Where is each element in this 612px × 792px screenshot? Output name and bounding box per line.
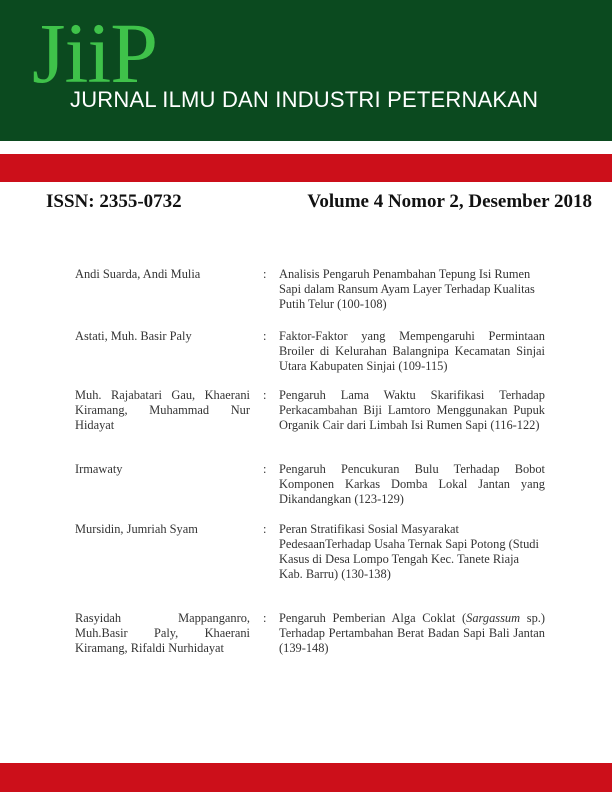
red-banner <box>0 154 612 182</box>
journal-name: JURNAL ILMU DAN INDUSTRI PETERNAKAN <box>70 87 539 112</box>
entry-colon: : <box>263 611 267 625</box>
entry-authors: Andi Suarda, Andi Mulia <box>75 267 201 281</box>
entry-authors: Rasyidah Mappanganro, Muh.Basir Paly, Khaerani Kiramang, Rifaldi Nurhidayat <box>75 611 250 655</box>
entry-colon: : <box>263 522 267 536</box>
entry-colon: : <box>263 388 267 402</box>
entry-title: Faktor-Faktor yang Mempengaruhi Permintaan Broiler di Kelurahan Balangnipa Kecamatan Sinjai Utara Kabupaten Sinjai (109-115) <box>279 329 545 373</box>
title-species: Sargassum <box>466 611 521 625</box>
journal-header <box>0 0 612 141</box>
entry-title: Analisis Pengaruh Penambahan Tepung Isi Rumen Sapi dalam Ransum Ayam Layer Terhadap Kualitas Putih Telur (100-108) <box>279 267 535 311</box>
volume-label: Volume 4 Nomor 2, Desember 2018 <box>307 191 592 212</box>
entry-title: Peran Stratifikasi Sosial Masyarakat PedesaanTerhadap Usaha Ternak Sapi Potong (Studi Kasus di Desa Lompo Tengah Kec. Tanete Riaja Kab. Barru) (130-138) <box>279 522 539 581</box>
footer-band <box>0 763 612 792</box>
issn-label: ISSN: 2355-0732 <box>46 191 182 212</box>
entry-colon: : <box>263 329 267 343</box>
header-divider <box>0 141 612 154</box>
entry-title <box>279 611 545 656</box>
entry-colon: : <box>263 462 267 476</box>
entry-authors: Astati, Muh. Basir Paly <box>75 329 192 343</box>
entry-title: Pengaruh Lama Waktu Skarifikasi Terhadap Perkacambahan Biji Lamtoro Menggunakan Pupuk Organik Cair dari Limbah Isi Rumen Sapi (116-122) <box>279 388 545 432</box>
entry-authors: Muh. Rajabatari Gau, Khaerani Kiramang, Muhammad Nur Hidayat <box>75 388 250 432</box>
entry-authors: Irmawaty <box>75 462 123 476</box>
entry-title: Pengaruh Pencukuran Bulu Terhadap Bobot Komponen Karkas Domba Lokal Jantan yang Dikandangkan (123-129) <box>279 462 545 506</box>
journal-logo: JiiP <box>32 5 158 101</box>
title-text: sp.) Terhadap Pertambahan Berat Badan Sapi Bali Jantan (139-148) <box>279 611 545 655</box>
title-text: Pengaruh Pemberian Alga Coklat ( <box>279 611 467 625</box>
entry-colon: : <box>263 267 267 281</box>
entry-authors: Mursidin, Jumriah Syam <box>75 522 198 536</box>
